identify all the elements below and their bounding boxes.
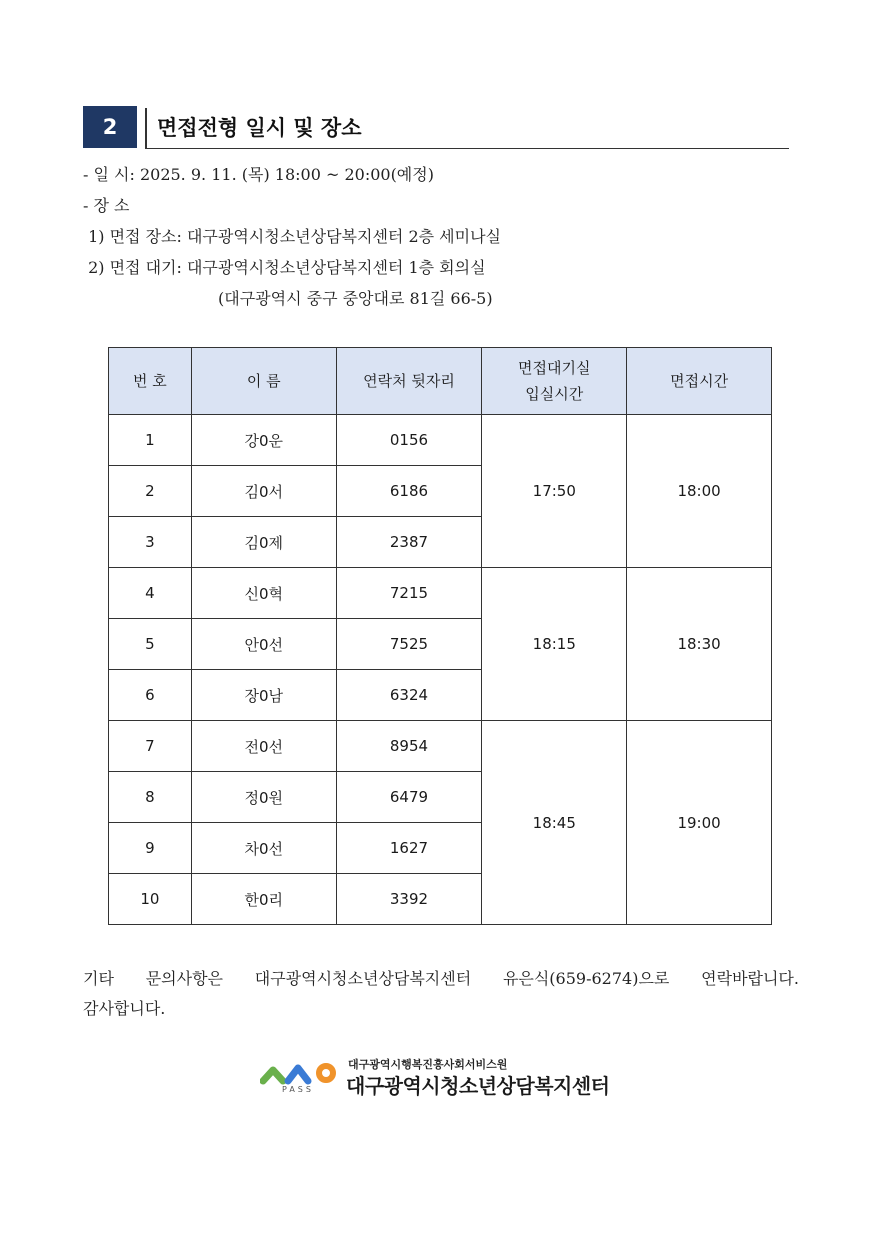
note-word: 문의사항은 xyxy=(145,969,223,988)
section-title: 면접전형 일시 및 장소 xyxy=(157,116,362,140)
thanks-line: 감사합니다. xyxy=(83,999,166,1018)
date-line: - 일 시: 2025. 9. 11. (목) 18:00 ~ 20:00(예정) xyxy=(83,165,434,184)
cell-no: 5 xyxy=(109,619,192,670)
cell-name: 김0제 xyxy=(191,517,336,568)
header-phone: 연락처 뒷자리 xyxy=(336,348,482,415)
cell-no: 6 xyxy=(109,670,192,721)
header-entry-line1: 면접대기실 xyxy=(518,359,591,377)
note-word: 연락바랍니다. xyxy=(701,969,799,988)
cell-interview-time: 19:00 xyxy=(627,721,772,925)
cell-phone: 6324 xyxy=(336,670,482,721)
schedule-table xyxy=(108,347,772,925)
section-divider xyxy=(145,108,147,148)
cell-phone: 7525 xyxy=(336,619,482,670)
table-row xyxy=(109,721,772,772)
cell-phone: 0156 xyxy=(336,415,482,466)
header-interview-time: 면접시간 xyxy=(627,348,772,415)
cell-name: 강0운 xyxy=(191,415,336,466)
pass-logo-icon xyxy=(260,1059,338,1087)
cell-no: 2 xyxy=(109,466,192,517)
cell-name: 안0선 xyxy=(191,619,336,670)
place-heading: - 장 소 xyxy=(83,196,130,215)
place-interview-room: 1) 면접 장소: 대구광역시청소년상담복지센터 2층 세미나실 xyxy=(83,227,501,246)
cell-name: 장0남 xyxy=(191,670,336,721)
cell-name: 김0서 xyxy=(191,466,336,517)
note-word: 기타 xyxy=(83,969,114,988)
cell-entry-time: 18:15 xyxy=(482,568,627,721)
cell-entry-time: 17:50 xyxy=(482,415,627,568)
cell-no: 9 xyxy=(109,823,192,874)
header-name: 이 름 xyxy=(191,348,336,415)
section-underline xyxy=(145,148,789,149)
cell-no: 1 xyxy=(109,415,192,466)
cell-no: 7 xyxy=(109,721,192,772)
cell-phone: 8954 xyxy=(336,721,482,772)
table-row xyxy=(109,415,772,466)
pass-text: PASS xyxy=(282,1085,314,1094)
table-row xyxy=(109,568,772,619)
table-header-row xyxy=(109,348,772,415)
cell-interview-time: 18:00 xyxy=(627,415,772,568)
contact-note xyxy=(83,964,799,1024)
header-entry-line2: 입실시간 xyxy=(525,385,584,403)
cell-phone: 6186 xyxy=(336,466,482,517)
section-number: 2 xyxy=(83,106,137,148)
contact-line xyxy=(83,964,799,994)
cell-no: 3 xyxy=(109,517,192,568)
cell-no: 4 xyxy=(109,568,192,619)
cell-phone: 1627 xyxy=(336,823,482,874)
note-word: 대구광역시청소년상담복지센터 xyxy=(254,969,472,988)
section-header xyxy=(83,106,789,150)
cell-name: 전0선 xyxy=(191,721,336,772)
place-waiting-room: 2) 면접 대기: 대구광역시청소년상담복지센터 1층 회의실 xyxy=(83,258,486,277)
cell-name: 차0선 xyxy=(191,823,336,874)
note-word: 유은식(659-6274)으로 xyxy=(502,969,670,988)
header-entry-time xyxy=(482,348,627,415)
header-no: 번 호 xyxy=(109,348,192,415)
cell-phone: 2387 xyxy=(336,517,482,568)
organization-logo xyxy=(260,1055,640,1105)
cell-name: 정0원 xyxy=(191,772,336,823)
cell-no: 10 xyxy=(109,874,192,925)
address: (대구광역시 중구 중앙대로 81길 66-5) xyxy=(218,289,493,308)
parent-org-name: 대구광역시행복진흥사회서비스원 xyxy=(348,1058,508,1071)
cell-interview-time: 18:30 xyxy=(627,568,772,721)
cell-phone: 6479 xyxy=(336,772,482,823)
cell-no: 8 xyxy=(109,772,192,823)
cell-name: 한0리 xyxy=(191,874,336,925)
cell-phone: 7215 xyxy=(336,568,482,619)
cell-name: 신0혁 xyxy=(191,568,336,619)
cell-entry-time: 18:45 xyxy=(482,721,627,925)
center-name: 대구광역시청소년상담복지센터 xyxy=(346,1074,610,1098)
cell-phone: 3392 xyxy=(336,874,482,925)
